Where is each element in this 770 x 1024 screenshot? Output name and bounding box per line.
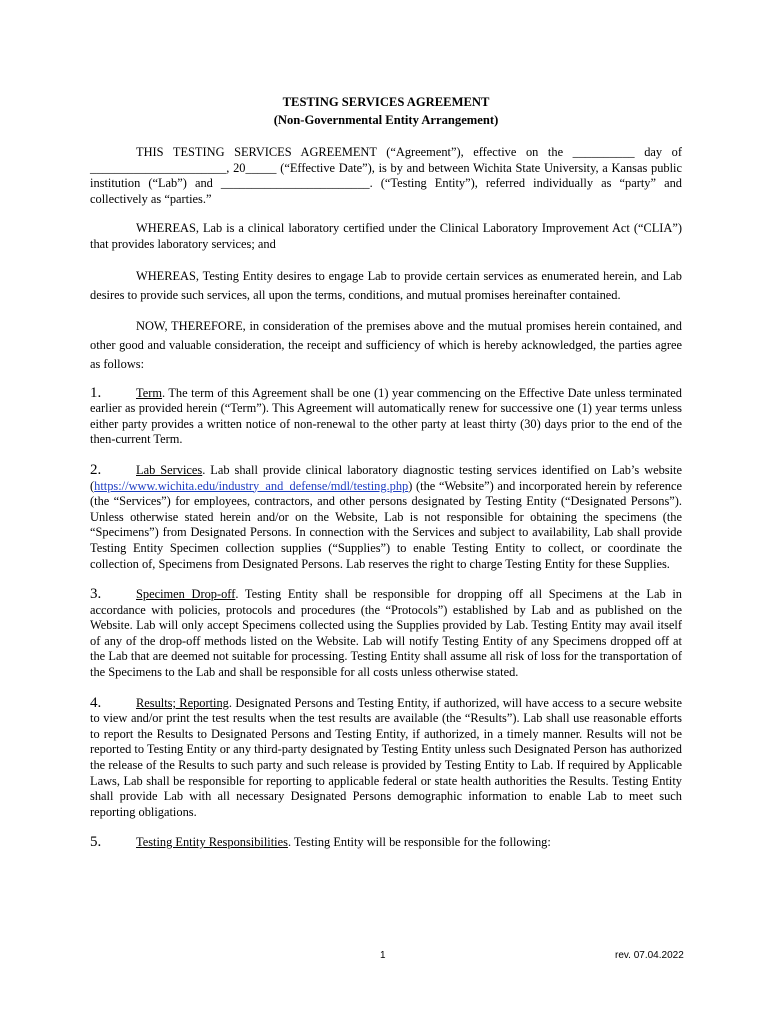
- section-number: 1.: [90, 384, 102, 401]
- intro-text-5: . (“Testing Entity”), referred individually as “party” and collectively as “parties.”: [90, 176, 682, 206]
- section-body-continued: ) (the “Website”) and incorporated herein by reference (the “Services”) for employees, contractors, and other persons designated by Testing Entity (“Designated Persons”). Unless otherwise stated herein and/or on the Website, Lab is not responsible for obtaining the specimens (the “Specimens”) from Designated Persons. In connection with the Services and subject to availability, Lab shall provide Testing Entity Specimen collection supplies (“Supplies”) to enable Testing Entity to collect, or coordinate the collection of, Specimens from Designated Persons. Lab reserves the right to charge Testing Entity for these Supplies.: [90, 478, 682, 571]
- document-title: TESTING SERVICES AGREEMENT: [282, 95, 490, 109]
- blank-entity: ________________________: [220, 176, 370, 191]
- section-4: [90, 696, 682, 821]
- intro-paragraph: [90, 145, 682, 207]
- intro-text-2: day of: [634, 145, 682, 159]
- intro-text-4: (“Effective Date”), is by and between Wichita State University, a Kansas public institution (“Lab”) and: [90, 160, 682, 191]
- section-body: . Testing Entity will be responsible for the following:: [287, 835, 551, 850]
- now-therefore-clause: NOW, THEREFORE, in consideration of the premises above and the mutual promises herein contained, and other good and valuable consideration, the receipt and sufficiency of which is hereby acknowledged, the parties agree as follows:: [90, 318, 682, 371]
- page-number: 1: [380, 950, 386, 961]
- section-title: Results; Reporting: [136, 695, 229, 710]
- section-title: Testing Entity Responsibilities: [136, 835, 288, 850]
- section-body: . Lab shall provide clinical laboratory diagnostic testing services identified on Lab’s website (: [90, 462, 682, 493]
- blank-day: __________: [572, 145, 635, 159]
- section-body: . Testing Entity shall be responsible for dropping off all Specimens at the Lab in accordance with policies, protocols and procedures (the “Protocols”) established by Lab and as published on the Website. Lab will only accept Specimens collected using the Supplies provided by Lab. Testing Entity may avail itself of any of the drop-off methods listed on the Website. Lab will notify Testing Entity of any Specimens dropped off at the Lab that are deemed not suitable for processing. Testing Entity shall assume all risk of loss for the transportation of the Specimens to the Lab and shall be responsible for all costs unless otherwise stated.: [90, 587, 682, 680]
- section-title: Specimen Drop-off: [136, 587, 236, 602]
- whereas-clause-2: WHEREAS, Testing Entity desires to engage Lab to provide certain services as enumerated herein, and Lab desires to provide such services, all upon the terms, conditions, and mutual promises hereinafter contained.: [90, 268, 682, 302]
- section-3: [90, 587, 682, 681]
- section-title: Lab Services: [136, 462, 203, 477]
- blank-month: ______________________: [90, 160, 227, 175]
- revision-label: rev. 07.04.2022: [615, 950, 684, 961]
- section-number: 5.: [90, 834, 102, 851]
- document-body: [90, 93, 682, 866]
- lab-website-link[interactable]: https://www.wichita.edu/industry_and_defense/mdl/testing.php: [94, 478, 409, 493]
- section-body: . The term of this Agreement shall be one (1) year commencing on the Effective Date unless terminated earlier as provided herein (“Term”). This Agreement will automatically renew for successive one (1) year terms unless either party provides a written notice of non-renewal to the other party at least thirty (30) days prior to the end of the then-current Term.: [90, 385, 682, 447]
- section-number: 2.: [90, 461, 102, 478]
- blank-year: _____: [245, 160, 277, 175]
- section-body: . Designated Persons and Testing Entity, if authorized, will have access to a secure website to view and/or print the test results when the test results are available (the “Results”). Lab shall use reasonable efforts to report the Results to Designated Persons and Testing Entity, if authorized, in a timely manner. Results will not be reported to Testing Entity or any third-party designated by Testing Entity unless such Designated Person has authorized the release of the Results to such party and such release is provided by Testing Entity to Lab. If required by Applicable Laws, Lab shall be responsible for reporting to applicable federal or state health authorities the Results. Testing Entity shall provide Lab with all necessary Designated Persons demographic information to enable Lab to meet such reporting obligations.: [90, 695, 682, 819]
- intro-text-1: THIS TESTING SERVICES AGREEMENT (“Agreement”), effective on the: [136, 145, 573, 159]
- section-2: [90, 463, 682, 572]
- section-number: 3.: [90, 586, 102, 603]
- section-number: 4.: [90, 694, 102, 711]
- section-1: [90, 386, 682, 448]
- document-subtitle: (Non-Governmental Entity Arrangement): [273, 113, 499, 127]
- intro-text-3: , 20: [226, 160, 246, 175]
- section-5: [90, 835, 682, 851]
- whereas-clause-1: WHEREAS, Lab is a clinical laboratory certified under the Clinical Laboratory Improvement Act (“CLIA”) that provides laboratory services; and: [90, 221, 682, 251]
- section-title: Term: [136, 385, 162, 400]
